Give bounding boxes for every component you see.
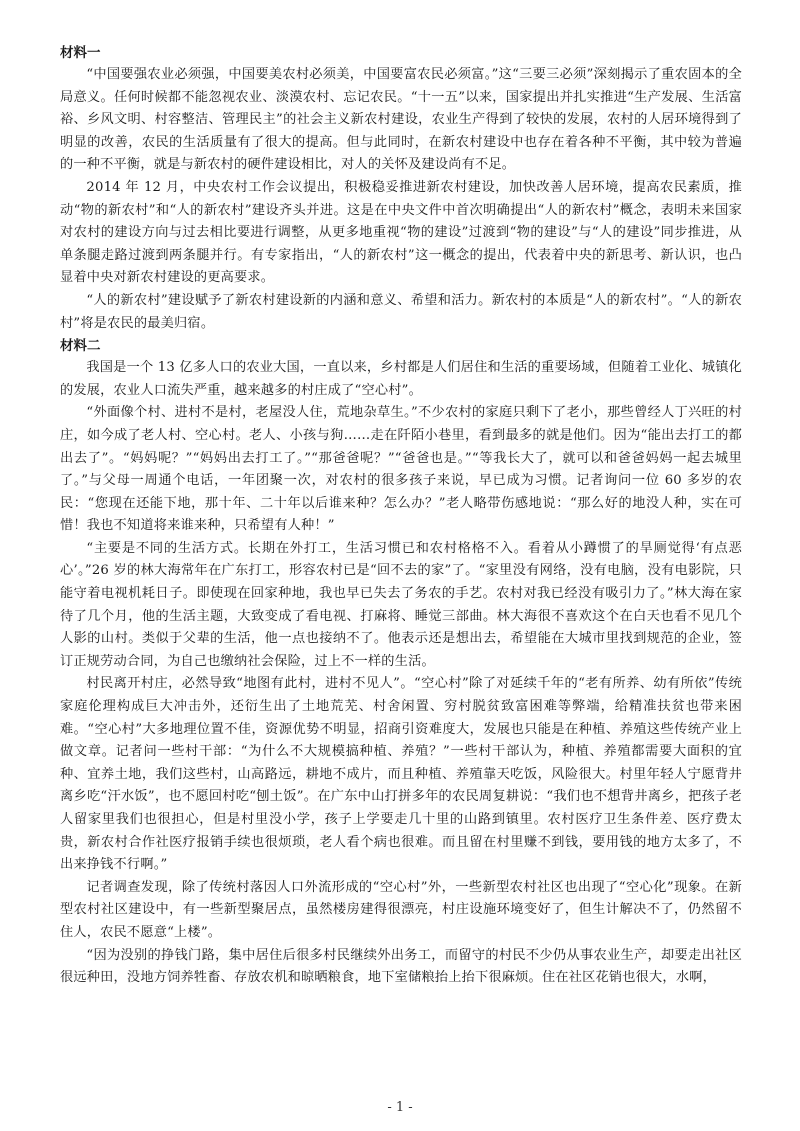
paragraph: “人的新农村”建设赋予了新农村建设新的内涵和意义、希望和活力。新农村的本质是“人的新农村”。“人的新农村”将是农民的最美归宿。 [60, 292, 742, 331]
section-heading-material-1: 材料一 [60, 45, 101, 61]
paragraph: “中国要强农业必须强，中国要美农村必须美，中国要富农民必须富。”这“三要三必须”深刻揭示了重农固本的全局意义。任何时候都不能忽视农业、淡漠农村、忘记农民。“十一五”以来，国家提出并扎实推进“生产发展、生活富裕、乡风文明、村容整洁、管理民主”的社会主义新农村建设，农业生产得到了较快的发展，农村的人居环境得到了明显的改善，农民的生活质量有了很大的提高。但与此同时，在新农村建设中也存在着各种不平衡，其中较为普遍的一种不平衡，就是与新农村的硬件建设相比，对人的关怀及建设尚有不足。 [60, 67, 742, 173]
paragraph: “主要是不同的生活方式。长期在外打工，生活习惯已和农村格格不入。看着从小蹲惯了的旱厕觉得‘有点恶心’。”26 岁的林大海常年在广东打工，形容农村已是“回不去的家”了。“家里没有网络，没有电脑，没有电影院，只能守着电视机耗日子。即使现在回家种地，我也早已失去了务农的手艺。农村对我已经没有吸引力了。”林大海在家待了几个月，他的生活主题，大致变成了看电视、打麻将、睡觉三部曲。林大海很不喜欢这个在白天也看不见几个人影的山村。类似于父辈的生活，他一点也接纳不了。他表示还是想出去，希望能在大城市里找到规范的企业，签订正规劳动合同，为自己也缴纳社会保险，过上不一样的生活。 [60, 540, 742, 669]
paragraph: “因为没别的挣钱门路，集中居住后很多村民继续外出务工，而留守的村民不少仍从事农业生产，却要走出社区很远种田，没地方饲养牲畜、存放农机和晾晒粮食，地下室储粮抬上抬下很麻烦。住在社区花销也很大，水啊， [60, 947, 742, 986]
paragraph: “外面像个村、进村不是村，老屋没人住，荒地杂草生。”不少农村的家庭只剩下了老小，那些曾经人丁兴旺的村庄，如今成了老人村、空心村。老人、小孩与狗……走在阡陌小巷里，看到最多的就是他们。因为“能出去打工的都出去了”。“妈妈呢？”“妈妈出去打工了。”“那爸爸呢？”“爸爸也是。”“等我长大了，就可以和爸爸妈妈一起去城里了。”与父母一周通个电话，一年团聚一次，对农村的很多孩子来说，早已成为习惯。记者询问一位 60 多岁的农民：“您现在还能下地，那十年、二十年以后谁来种？怎么办？”老人略带伤感地说：“那么好的地没人种，实在可惜！我也不知道将来谁来种，只希望有人种！” [60, 405, 742, 534]
paragraph: 记者调查发现，除了传统村落因人口外流形成的“空心村”外，一些新型农村社区也出现了“空心化”现象。在新型农村社区建设中，有一些新型聚居点，虽然楼房建得很漂亮，村庄设施环境变好了，但生计解决不了，仍然留不住人，农民不愿意“上楼”。 [60, 879, 742, 940]
paragraph: 村民离开村庄，必然导致“地图有此村，进村不见人”。“空心村”除了对延续千年的“老有所养、幼有所依”传统家庭伦理构成巨大冲击外，还衍生出了土地荒芜、村舍闲置、穷村脱贫致富困难等弊端，给精准扶贫也带来困难。“空心村”大多地理位置不佳，资源优势不明显，招商引资难度大，发展也只能是在种植、养殖这些传统产业上做文章。记者问一些村干部：“为什么不大规模搞种植、养殖？”一些村干部认为，种植、养殖都需要大面积的宜种、宜养土地，我们这些村，山高路远，耕地不成片，而且种植、养殖靠天吃饭，风险很大。村里年轻人宁愿背井离乡吃“汗水饭”，也不愿回村吃“刨土饭”。在广东中山打拼多年的农民周复耕说：“我们也不想背井离乡，把孩子老人留家里我们也很担心，但是村里没小学，孩子上学要走几十里的山路到镇里。农村医疗卫生条件差、医疗费太贵，新农村合作社医疗报销手续也很烦琐，老人看个病也很难。而且留在村里赚不到钱，要用钱的地方太多了，不出来挣钱不行啊。” [60, 676, 742, 873]
paragraph: 我国是一个 13 亿多人口的农业大国，一直以来，乡村都是人们居住和生活的重要场域，但随着工业化、城镇化的发展，农业人口流失严重，越来越多的村庄成了“空心村”。 [60, 360, 742, 398]
page-number: - 1 - [387, 1100, 413, 1115]
paragraph: 2014 年 12 月，中央农村工作会议提出，积极稳妥推进新农村建设，加快改善人居环境，提高农民素质，推动“物的新农村”和“人的新农村”建设齐头并进。这是在中央文件中首次明确提出“人的新农村”概念，表明未来国家对农村的建设方向与过去相比要进行调整，从更多地重视“物的建设”过渡到“物的建设”与“人的建设”同步推进，从单条腿走路过渡到两条腿并行。有专家指出，“人的新农村”这一概念的提出，代表着中央的新思考、新认识，也凸显着中央对新农村建设的更高要求。 [60, 179, 742, 286]
section-heading-material-2: 材料二 [60, 338, 101, 355]
